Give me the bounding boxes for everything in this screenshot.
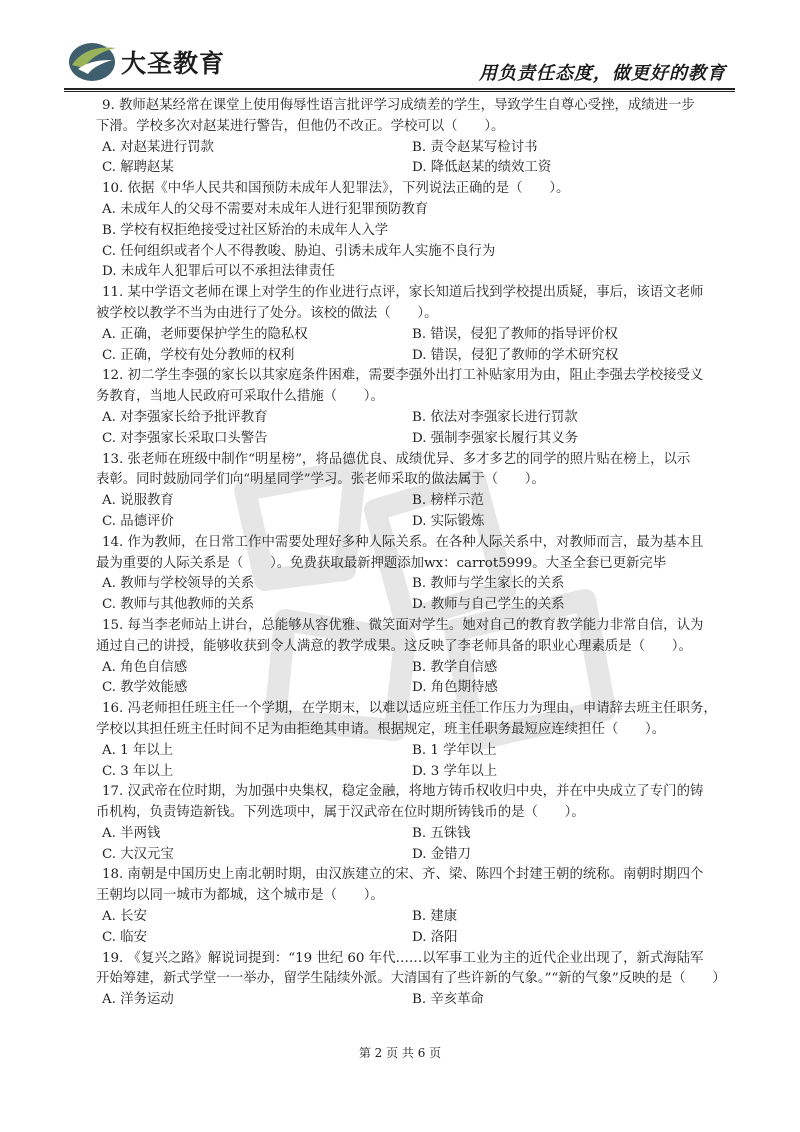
answer-option: B. 依法对李强家长进行罚款 [412,409,578,425]
question-stem-continued: 币机构，负责铸造新钱。下列选项中，属于汉武帝在位时期所铸钱币的是（ ）。 [96,805,585,821]
question-stem: 12. 初二学生李强的家长以其家庭条件困难，需要李强外出打工补贴家用为由，阻止李强去学校接受义 [102,368,704,384]
question-stem: 11. 某中学语文老师在课上对学生的作业进行点评，家长知道后找到学校提出质疑，事后，该语文老师 [102,285,704,301]
answer-option: B. 错误，侵犯了教师的指导评价权 [412,326,618,342]
option-row [102,845,734,866]
question-stem: 16. 冯老师担任班主任一个学期，在学期末，以难以适应班主任工作压力为理由，申请辞去班主任职务， [102,701,717,717]
option-row [102,907,734,928]
answer-option: C. 任何组织或者个人不得教唆、胁迫、引诱未成年人实施不良行为 [102,243,496,259]
answer-option: B. 教师与学生家长的关系 [412,576,565,592]
option-row [102,242,734,263]
brand-name: 大圣教育 [121,49,226,78]
option-row [102,595,734,616]
page-number: 第 2 页 共 6 页 [358,1046,442,1060]
answer-option: D. 降低赵某的绩效工资 [412,160,552,176]
question-stem-continued: 开始筹建，新式学堂一一举办，留学生陆续外派。大清国有了些许新的气象。”“新的气象”反映的是（ ） [96,971,726,987]
option-row [102,741,734,762]
answer-option: B. 学校有权拒绝接受过社区矫治的未成年人入学 [102,222,389,238]
option-row [102,138,734,159]
option-row [102,990,734,1011]
question-item [96,949,734,1011]
option-row [102,762,734,783]
question-stem: 17. 汉武帝在位时期，为加强中央集权，稳定金融，将地方铸币权收归中央，并在中央成立了专门的铸 [102,784,704,800]
header-slogan: 用负责任态度，做更好的教育 [479,63,726,84]
question-item [96,699,734,782]
answer-option: A. 角色自信感 [102,659,188,675]
option-row [102,512,734,533]
question-item [96,283,734,366]
question-stem: 15. 每当李老师站上讲台，总能够从容优雅、微笑面对学生。她对自己的教育教学能力非常自信，认为 [102,617,704,633]
answer-option: B. 教学自信感 [412,659,498,675]
question-item [102,179,734,283]
option-row [102,658,734,679]
answer-option: C. 对李强家长采取口头警告 [102,430,268,446]
answer-option: A. 对李强家长给予批评教育 [102,409,268,425]
answer-option: A. 对赵某进行罚款 [102,139,214,155]
question-stem: 14. 作为教师，在日常工作中需要处理好多种人际关系。在各种人际关系中，对教师而言，最为基本且 [102,534,704,550]
bird-swoosh-logo-icon [68,38,118,82]
question-stem-continued: 表彰。同时鼓励同学们向“明星同学”学习。张老师采取的做法属于（ ）。 [96,472,545,488]
option-row [102,678,734,699]
question-stem: 13. 张老师在班级中制作“明星榜”，将品德优良、成绩优异、多才多艺的同学的照片贴在榜上，以示 [102,451,691,467]
option-row [102,200,734,221]
answer-option: D. 强制李强家长履行其义务 [412,430,579,446]
question-stem-continued: 通过自己的讲授，能够收获到令人满意的教学成果。这反映了李老师具备的职业心理素质是（ ）。 [96,638,692,654]
header-rule [64,88,735,90]
question-item [96,533,734,616]
question-stem: 19. 《复兴之路》解说词提到：“19 世纪 60 年代……以军事工业为主的近代企业出现了，新式海陆军 [102,950,704,966]
option-row [102,429,734,450]
option-row [102,491,734,512]
question-stem: 9. 教师赵某经常在课堂上使用侮辱性语言批评学习成绩差的学生，导致学生自尊心受挫，成绩进一步 [102,98,695,113]
answer-option: C. 教学效能感 [102,680,188,696]
option-row [102,346,734,367]
answer-option: A. 说服教育 [102,493,174,509]
answer-option: A. 教师与学校领导的关系 [102,576,255,592]
answer-option: D. 3 学年以上 [412,763,498,779]
answer-option: C. 教师与其他教师的关系 [102,597,255,613]
answer-option: C. 正确，学校有处分教师的权利 [102,347,295,363]
answer-option: D. 错误，侵犯了教师的学术研究权 [412,347,619,363]
answer-option: B. 辛亥革命 [412,992,484,1008]
answer-option: D. 教师与自己学生的关系 [412,597,565,613]
question-stem-continued: 最为重要的人际关系是（ ）。免费获取最新押题添加wx：carrot5999。大圣全套已更新完毕 [96,555,667,571]
answer-option: B. 五铢钱 [412,825,471,841]
question-list [96,96,734,1011]
option-row [102,408,734,429]
answer-option: A. 正确，老师要保护学生的隐私权 [102,326,308,342]
answer-option: C. 品德评价 [102,513,174,529]
answer-option: D. 洛阳 [412,929,458,945]
answer-option: C. 临安 [102,929,148,945]
question-item [96,366,734,449]
answer-option: C. 解聘赵某 [102,160,174,176]
question-item [96,96,734,179]
option-row [102,824,734,845]
answer-option: B. 建康 [412,909,458,925]
answer-option: B. 榜样示范 [412,493,484,509]
question-stem-continued: 务教育，当地人民政府可采取什么措施（ ）。 [96,389,384,405]
option-row [102,574,734,595]
answer-option: C. 3 年以上 [102,763,174,779]
answer-option: B. 责令赵某写检讨书 [412,139,538,155]
question-item [96,865,734,948]
question-stem-continued: 被学校以教学不当为由进行了处分。该校的做法（ ）。 [96,305,438,321]
answer-option: D. 金错刀 [412,846,471,862]
question-item [96,782,734,865]
question-item [96,450,734,533]
header-rule-thin [64,91,735,92]
answer-option: C. 大汉元宝 [102,846,174,862]
answer-option: D. 角色期待感 [412,680,498,696]
answer-option: B. 1 学年以上 [412,742,497,758]
answer-option: A. 长安 [102,909,147,925]
option-row [102,325,734,346]
option-row [102,221,734,242]
question-stem: 18. 南朝是中国历史上南北朝时期，由汉族建立的宋、齐、梁、陈四个封建王朝的统称。南朝时期四个 [102,867,704,883]
question-stem-continued: 学校以其担任班主任时间不足为由拒绝其申请。根据规定，班主任职务最短应连续担任（ ）。 [96,721,666,737]
option-row [102,158,734,179]
answer-option: A. 1 年以上 [102,742,174,758]
page-header [0,0,800,92]
answer-option: A. 洋务运动 [102,992,174,1008]
question-stem-continued: 下滑。学校多次对赵某进行警告，但他仍不改正。学校可以（ ）。 [96,118,505,134]
option-row [102,928,734,949]
answer-option: D. 实际锻炼 [412,513,485,529]
question-stem: 10. 依据《中华人民共和国预防未成年人犯罪法》，下列说法正确的是（ ）。 [102,181,570,197]
option-row [102,262,734,283]
question-stem-continued: 王朝均以同一城市为都城，这个城市是（ ）。 [96,888,384,904]
answer-option: D. 未成年人犯罪后可以不承担法律责任 [102,264,336,280]
question-item [96,616,734,699]
answer-option: A. 未成年人的父母不需要对未成年人进行犯罪预防教育 [102,201,429,217]
answer-option: A. 半两钱 [102,825,161,841]
